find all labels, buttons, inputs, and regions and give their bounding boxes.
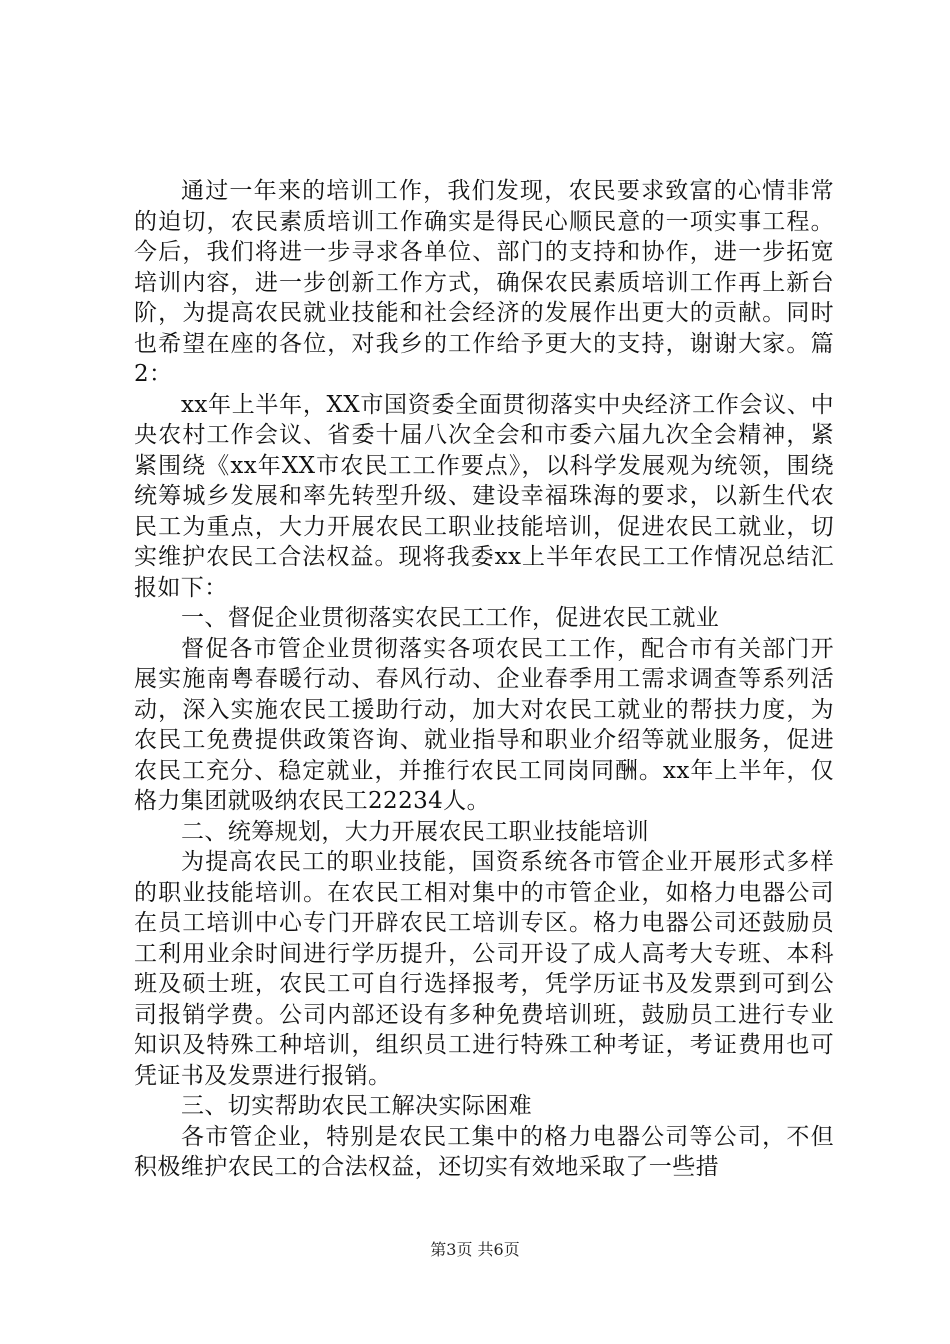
document-body <box>134 176 834 1183</box>
paragraph-section-3: 各市管企业，特别是农民工集中的格力电器公司等公司，不但积极维护农民工的合法权益，还切实有效地采取了一些措 <box>134 1123 834 1180</box>
paragraph-section-1: 督促各市管企业贯彻落实各项农民工工作，配合市有关部门开展实施南粤春暖行动、春风行动、企业春季用工需求调查等系列活动，深入实施农民工援助行动，加大对农民工就业的帮扶力度，为农民工免费提供政策咨询、就业指导和职业介绍等就业服务，促进农民工充分、稳定就业，并推行农民工同岗同酬。xx年上半年，仅格力集团就吸纳农民工22234人。 <box>134 635 834 814</box>
section-heading-1: 一、督促企业贯彻落实农民工工作，促进农民工就业 <box>181 605 720 631</box>
section-heading-3: 三、切实帮助农民工解决实际困难 <box>181 1093 532 1119</box>
section-heading-2: 二、统筹规划，大力开展农民工职业技能培训 <box>181 818 649 845</box>
page-number-footer: 第3页 共6页 <box>430 1240 520 1259</box>
paragraph-conclusion: 通过一年来的培训工作，我们发现，农民要求致富的心情非常的迫切，农民素质培训工作确实是得民心顺民意的一项实事工程。今后，我们将进一步寻求各单位、部门的支持和协作，进一步拓宽培训内容，进一步创新工作方式，确保农民素质培训工作再上新台阶，为提高农民就业技能和社会经济的发展作出更大的贡献。同时也希望在座的各位，对我乡的工作给予更大的支持，谢谢大家。篇2： <box>134 178 834 387</box>
paragraph-section-2: 为提高农民工的职业技能，国资系统各市管企业开展形式多样的职业技能培训。在农民工相对集中的市管企业，如格力电器公司在员工培训中心专门开辟农民工培训专区。格力电器公司还鼓励员工利用业余时间进行学历提升，公司开设了成人高考大专班、本科班及硕士班，农民工可自行选择报考，凭学历证书及发票到可到公司报销学费。公司内部还设有多种免费培训班，鼓励员工进行专业知识及特殊工种培训，组织员工进行特殊工种考证，考证费用也可凭证书及发票进行报销。 <box>134 849 834 1089</box>
paragraph-intro-section2: xx年上半年，XX市国资委全面贯彻落实中央经济工作会议、中央农村工作会议、省委十届八次全会和市委六届九次全会精神，紧紧围绕《xx年XX市农民工工作要点》，以科学发展观为统领，围绕统筹城乡发展和率先转型升级、建设幸福珠海的要求，以新生代农民工为重点，大力开展农民工职业技能培训，促进农民工就业，切实维护农民工合法权益。现将我委xx上半年农民工工作情况总结汇报如下： <box>134 391 834 601</box>
